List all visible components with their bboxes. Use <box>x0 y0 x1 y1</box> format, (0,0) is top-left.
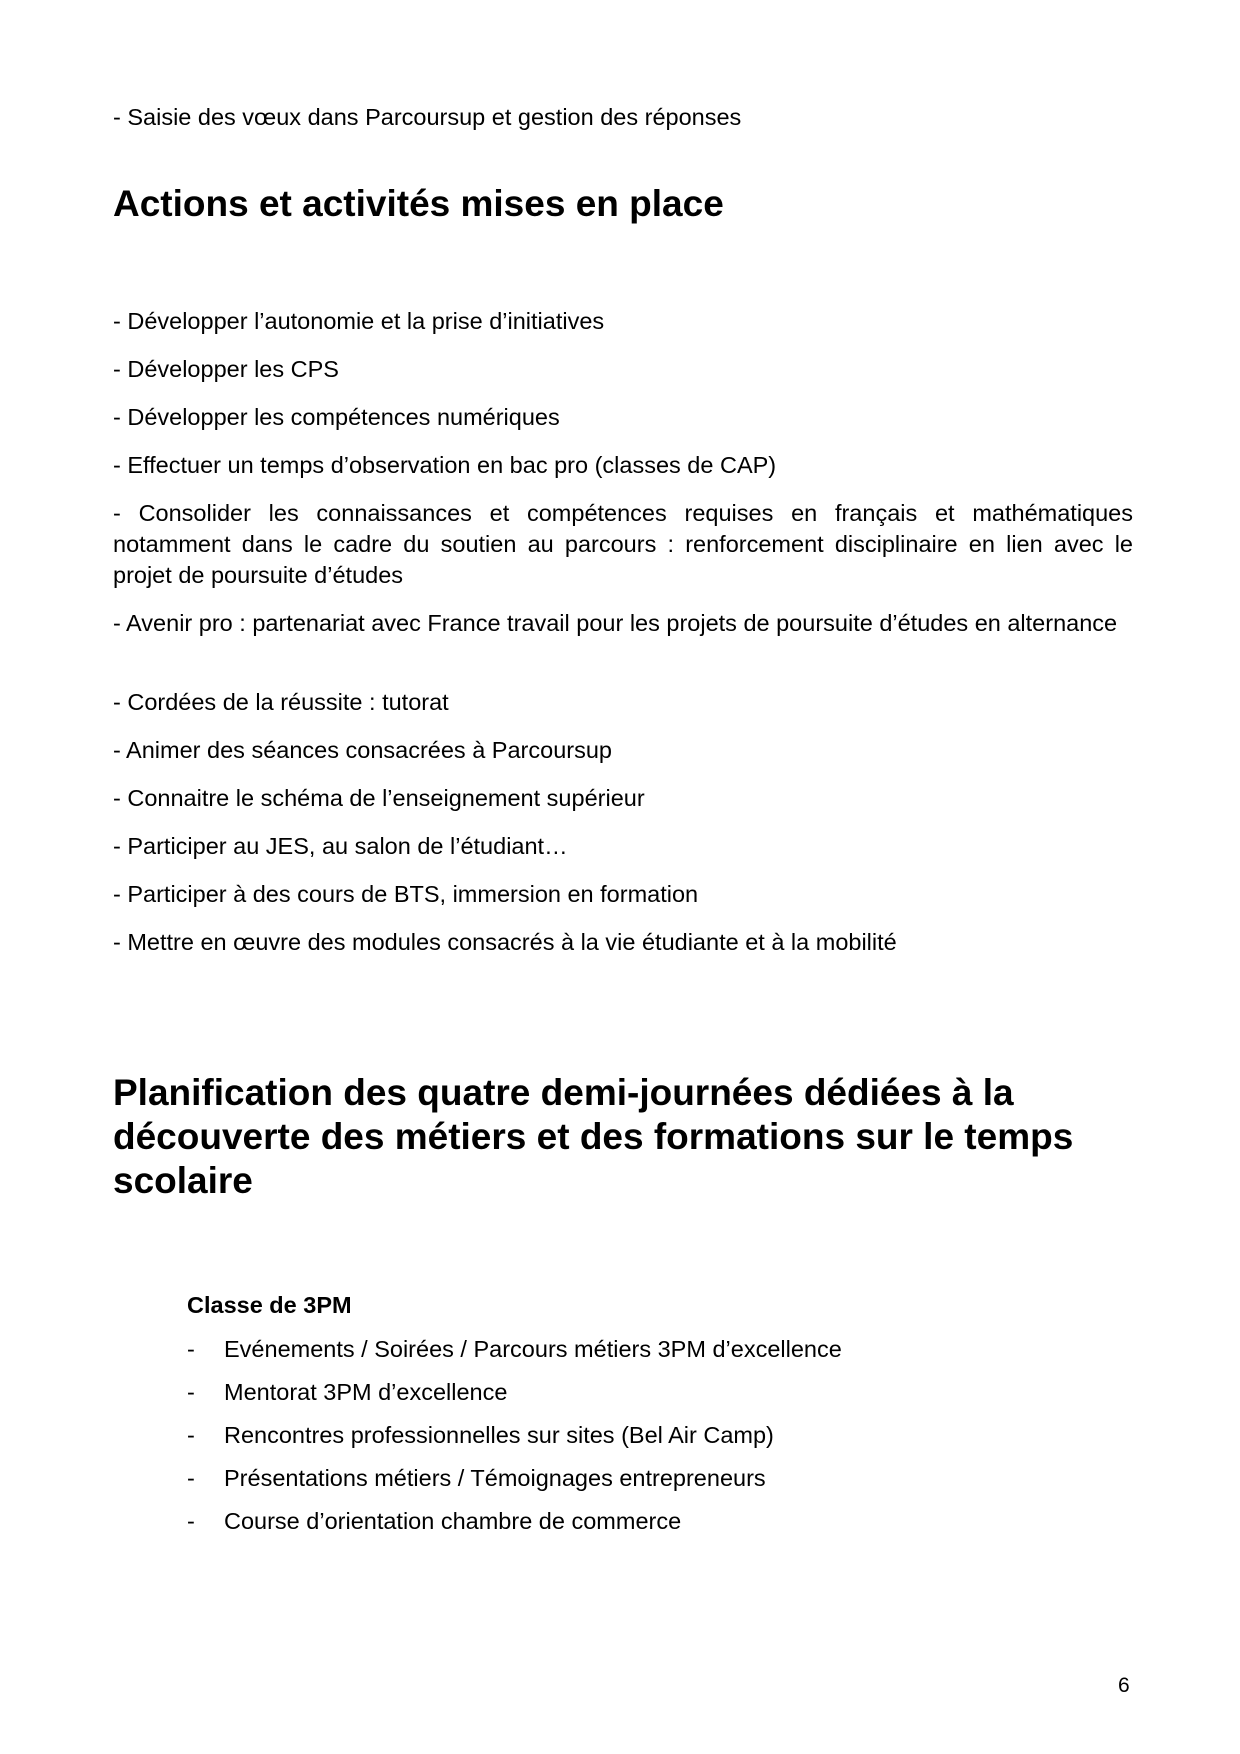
action-item: - Cordées de la réussite : tutorat <box>113 689 449 715</box>
action-item: - Participer au JES, au salon de l’étudiant… <box>113 833 568 859</box>
section-title-actions: Actions et activités mises en place <box>113 183 724 224</box>
bullet-marker: - <box>187 1465 195 1491</box>
action-item: - Participer à des cours de BTS, immersion en formation <box>113 881 699 907</box>
intro-line: - Saisie des vœux dans Parcoursup et gestion des réponses <box>113 104 742 130</box>
bullet-marker: - <box>187 1336 195 1362</box>
action-item: - Consolider les connaissances et compétences requises en français et mathématiques notamment dans le cadre du soutien au parcours : renforcement disciplinaire en lien avec le projet de poursuite d’études <box>113 500 1133 588</box>
action-item: - Développer les CPS <box>113 356 339 382</box>
class-subheading: Classe de 3PM <box>187 1292 352 1318</box>
list-item-text: Evénements / Soirées / Parcours métiers 3PM d’excellence <box>224 1336 842 1362</box>
action-item: - Développer les compétences numériques <box>113 404 560 430</box>
action-item: - Animer des séances consacrées à Parcoursup <box>113 737 612 763</box>
list-item-text: Mentorat 3PM d’excellence <box>224 1379 508 1405</box>
bullet-marker: - <box>187 1379 195 1405</box>
section-title-planification: Planification des quatre demi-journées dédiées à la découverte des métiers et des formations sur le temps scolaire <box>113 1072 1074 1201</box>
action-item: - Effectuer un temps d’observation en bac pro (classes de CAP) <box>113 452 777 478</box>
list-item-text: Présentations métiers / Témoignages entrepreneurs <box>224 1465 766 1491</box>
bullet-marker: - <box>187 1508 195 1534</box>
action-item: - Connaitre le schéma de l’enseignement supérieur <box>113 785 645 811</box>
list-item-text: Course d’orientation chambre de commerce <box>224 1508 682 1534</box>
action-item: - Mettre en œuvre des modules consacrés à la vie étudiante et à la mobilité <box>113 929 897 955</box>
action-item: - Avenir pro : partenariat avec France travail pour les projets de poursuite d’études en alternance <box>113 610 1118 636</box>
action-item: - Développer l’autonomie et la prise d’initiatives <box>113 308 605 334</box>
bullet-marker: - <box>187 1422 195 1448</box>
page-number: 6 <box>1118 1674 1130 1697</box>
list-item-text: Rencontres professionnelles sur sites (Bel Air Camp) <box>224 1422 774 1448</box>
